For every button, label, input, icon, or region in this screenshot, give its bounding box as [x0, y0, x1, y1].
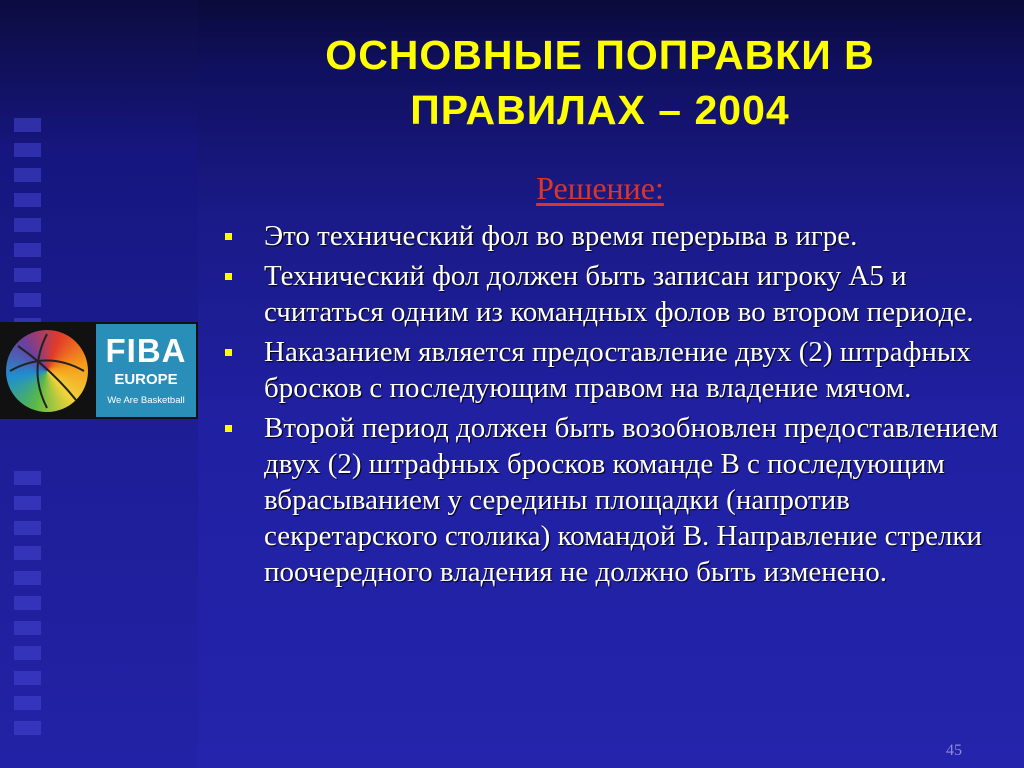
- bullet-square-icon: [225, 273, 232, 280]
- bullet-text: Это технический фол во время перерыва в игре.: [264, 220, 858, 252]
- bullet-text: Наказанием является предоставление двух (2) штрафных бросков с последующим правом на владение мячом.: [264, 336, 971, 404]
- logo-tagline: We Are Basketball: [107, 395, 185, 406]
- bullet-text: Второй период должен быть возобновлен предоставлением двух (2) штрафных бросков команде В с последующим вбрасыванием у середины площадки (напротив секретарского столика) командой В. Направление стрелки поочередного владения не должно быть изменено.: [264, 412, 999, 588]
- title-line-1: ОСНОВНЫЕ ПОПРАВКИ В: [325, 32, 875, 78]
- bullet-list: [224, 218, 1004, 594]
- bullet-item: [224, 410, 1004, 590]
- logo-region: EUROPE: [114, 371, 178, 388]
- decorative-squares: [14, 118, 44, 746]
- bullet-item: [224, 258, 1004, 330]
- bullet-square-icon: [225, 349, 232, 356]
- slide-title: [230, 28, 970, 138]
- bullet-item: [224, 334, 1004, 406]
- bullet-text: Технический фол должен быть записан игроку А5 и считаться одним из командных фолов во втором периоде.: [264, 260, 974, 328]
- slide-subtitle: Решение:: [536, 170, 664, 206]
- logo-brand: FIBA: [105, 332, 187, 369]
- bullet-item: [224, 218, 1004, 254]
- fiba-europe-logo: [0, 322, 198, 419]
- basketball-icon: [6, 330, 88, 412]
- sidebar: [0, 0, 198, 768]
- title-line-2: ПРАВИЛАХ – 2004: [410, 87, 790, 133]
- fiba-wordmark: [96, 324, 196, 417]
- bullet-square-icon: [225, 233, 232, 240]
- page-number: 45: [946, 742, 962, 759]
- bullet-square-icon: [225, 425, 232, 432]
